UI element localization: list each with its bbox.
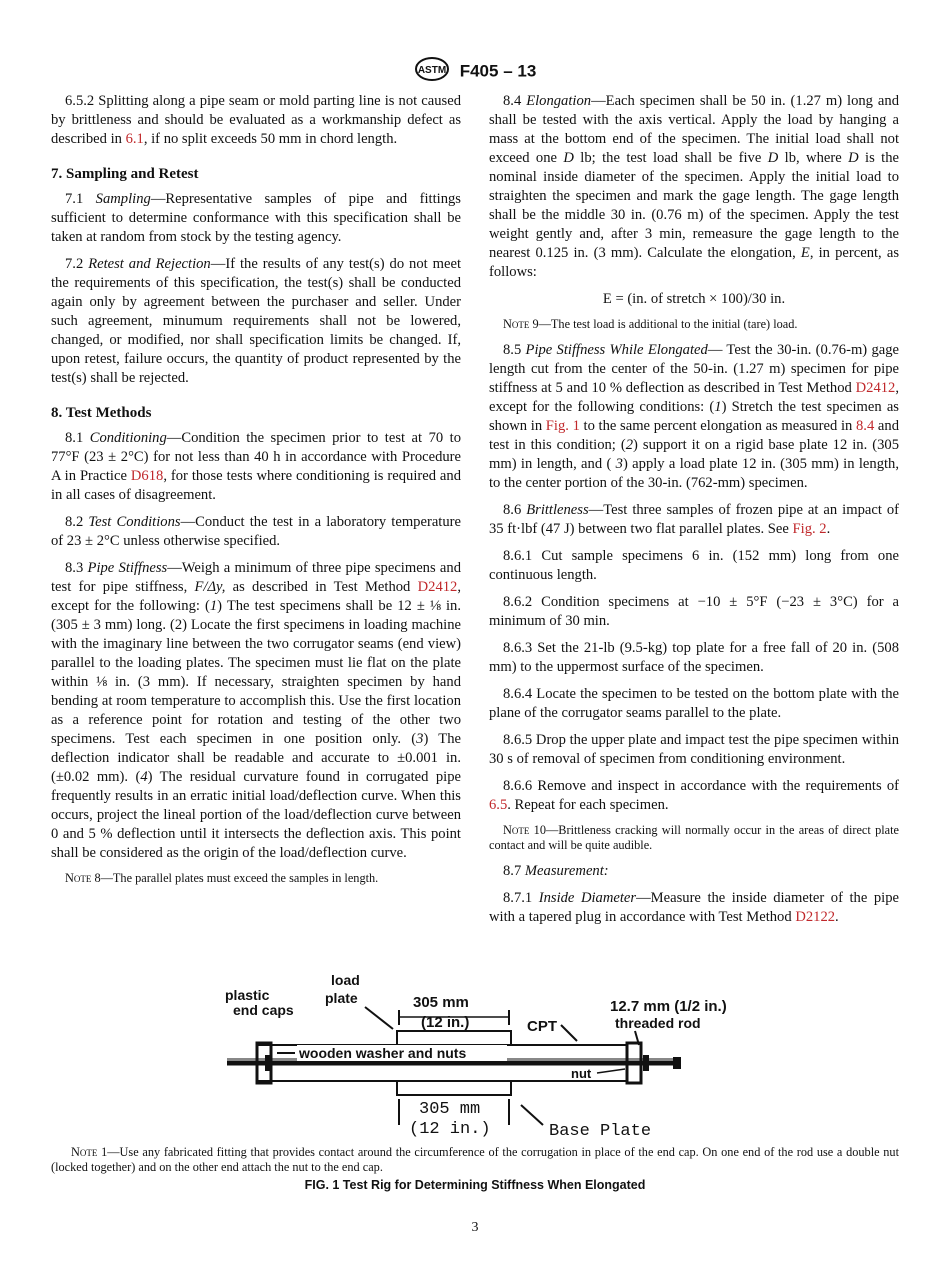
astm-logo-icon [414, 56, 450, 87]
test-rig-diagram [215, 965, 735, 1145]
label-end-caps-1: plastic [225, 987, 270, 1003]
label-washer: wooden washer and nuts [299, 1045, 467, 1061]
para-8-3: 8.3 Pipe Stiffness—Weigh a minimum of three pipe specimens and test for pipe stiffness, F/Δy, as described in Test Method D2412, except for the following: (1) The test specimens shall be 12 ± ⅛ in. (305 ± 3 mm) long. (2) Locate the first specimens in loading machine with the imaginary line between the two corrugator seams (end view) parallel to the loading plates. The specimen must lie flat on the plate within ⅛ in. (3 mm). If necessary, straighten specimen by hand bending at room temperature to accomplish this. Use the first location as a reference point for rotation and testing of the other two specimens. Test each specimen in one position only. (3) The deflection indicator shall be readable and accurate to ±0.001 in. (±0.02 mm). (4) The residual curvature found in corrugated pipe frequently results in an erratic initial load/deflection curve. When this occurs, project the lineal portion of the load/deflection curve between 0 and 5 % deflection until it intersects the deflection axis. This point shall be considered as the origin of the load/deflection curve. [51, 560, 462, 861]
load-plate [397, 1031, 511, 1045]
label-nut: nut [571, 1066, 592, 1081]
figure-caption: FIG. 1 Test Rig for Determining Stiffness When Elongated [304, 1178, 646, 1192]
para-7-2: 7.2 Retest and Rejection—If the results of any test(s) do not meet the requirements of this specification, the test(s) shall be conducted again only by agreement between the purchaser and seller. Under such agreement, minumum requirements shall not be lowered, changed, or modified, nor shall specification limits be changed. If, upon retest, failure occurs, the quantity of product represented by the test(s) shall be rejected. [51, 256, 462, 386]
para-8-4: 8.4 Elongation—Each specimen shall be 50 in. (1.27 m) long and shall be tested with the axis vertical. Apply the load by hanging a mass at the bottom end of the specimen. The initial load shall not exceed one D lb; the test load shall be five D lb, where D is the nominal inside diameter of the specimen. Apply the initial load to straighten the specimen and mark the gage length. The gage length shall be the middle 30 in. (0.76 m) of the specimen. Apply the test weight gently and, after 3 min, remeasure the gage length to the nearest 0.125 in. (3 mm). Calculate the elongation, E, in percent, as follows: [489, 93, 899, 280]
para-8-2: 8.2 Test Conditions—Conduct the test in a laboratory temperature of 23 ± 2°C unless otherwise specified. [51, 514, 461, 549]
link-d618[interactable]: D618 [130, 468, 164, 484]
label-top-dim-2: (12 in.) [421, 1014, 470, 1031]
label-rod-1: 12.7 mm (1/2 in.) [610, 998, 727, 1015]
label-base: Base Plate [549, 1122, 652, 1141]
elongation-equation: E = (in. of stretch × 100)/30 in. [602, 291, 786, 307]
link-d2412[interactable]: D2412 [417, 579, 458, 595]
link-8-4[interactable]: 8.4 [856, 418, 875, 434]
section-8-heading: 8. Test Methods [51, 405, 152, 421]
link-d2412-2[interactable]: D2412 [855, 380, 896, 396]
label-load-1: load [331, 972, 360, 988]
section-7-heading: 7. Sampling and Retest [51, 166, 199, 182]
note-9: Note 9—The test load is additional to the initial (tare) load. [503, 317, 798, 331]
nut-right [643, 1055, 649, 1071]
para-7-1: 7.1 Sampling—Representative samples of pipe and fittings sufficient to determine conformance with this specification shall be taken at random from stock by the testing agency. [51, 191, 461, 245]
para-8-6: 8.6 Brittleness—Test three samples of frozen pipe at an impact of 35 ft·lbf (47 J) between two flat parallel plates. See Fig. 2. [489, 502, 899, 537]
label-bottom-dim-1: 305 mm [419, 1100, 481, 1119]
base-plate [397, 1081, 511, 1095]
page-header [0, 56, 950, 87]
para-8-6-2: 8.6.2 Condition specimens at −10 ± 5°F (−23 ± 3°C) for a minimum of 30 min. [489, 594, 899, 629]
para-8-1: 8.1 Conditioning—Condition the specimen prior to test at 70 to 77°F (23 ± 2°C) for not less than 40 h in accordance with Procedure A in Practice D618, for those tests where conditioning is required and in all cases of disagreement. [51, 430, 462, 503]
figure-note-1: Note 1—Use any fabricated fitting that provides contact around the circumference of the corrugation in place of the end cap. On one end of the rod use a double nut (locked together) and on the other end attach the nut to the end cap. [51, 1145, 899, 1174]
para-8-7: 8.7 Measurement: [503, 863, 609, 879]
link-fig-1[interactable]: Fig. 1 [545, 418, 580, 434]
standard-code: F405 – 13 [459, 61, 537, 81]
para-8-6-3: 8.6.3 Set the 21-lb (9.5-kg) top plate for a free fall of 20 in. (508 mm) to the uppermost surface of the specimen. [489, 640, 899, 675]
link-d2122[interactable]: D2122 [795, 909, 836, 925]
label-bottom-dim-2: (12 in.) [409, 1120, 491, 1139]
left-column [51, 92, 461, 895]
right-column [489, 92, 899, 935]
para-8-6-1: 8.6.1 Cut sample specimens 6 in. (152 mm) long from one continuous length. [489, 548, 899, 583]
label-top-dim-1: 305 mm [413, 994, 469, 1011]
figure-1-test-rig [215, 965, 735, 1145]
link-fig-2[interactable]: Fig. 2 [792, 521, 827, 537]
para-8-7-1: 8.7.1 Inside Diameter—Measure the inside diameter of the pipe with a tapered plug in accordance with Test Method D2122. [489, 890, 899, 925]
para-8-6-4: 8.6.4 Locate the specimen to be tested on the bottom plate with the plane of the corrugator seams parallel to the plate. [489, 686, 899, 721]
para-8-6-5: 8.6.5 Drop the upper plate and impact test the pipe specimen within 30 s of removal of specimen from conditioning environment. [489, 732, 899, 767]
label-rod-2: threaded rod [615, 1015, 701, 1031]
label-end-caps-2: end caps [233, 1002, 294, 1018]
para-6-5-2: 6.5.2 Splitting along a pipe seam or mold parting line is not caused by brittleness and should be evaluated as a workmanship defect as described in 6.1, if no split exceeds 50 mm in chord length. [51, 93, 461, 147]
page-number: 3 [471, 1220, 479, 1235]
label-load-2: plate [325, 990, 358, 1006]
para-8-6-6: 8.6.6 Remove and inspect in accordance with the requirements of 6.5. Repeat for each specimen. [489, 778, 899, 813]
nut-end [673, 1057, 681, 1069]
note-8: Note 8—The parallel plates must exceed the samples in length. [65, 871, 379, 885]
link-6-1[interactable]: 6.1 [125, 131, 144, 147]
label-cpt: CPT [527, 1018, 557, 1035]
nut-left [265, 1055, 271, 1071]
para-8-5: 8.5 Pipe Stiffness While Elongated— Test the 30-in. (0.76-m) gage length cut from the center of the 50-in. (1.27 m) specimen for pipe stiffness at 5 and 10 % deflection as described in Test Method D2412, except for the following conditions: (1) Stretch the test specimen as shown in Fig. 1 to the same percent elongation as measured in 8.4 and test in this condition; (2) support it on a rigid base plate 12 in. (305 mm) in length, and ( 3) apply a load plate 12 in. (305 mm) in length, to the center portion of the 30-in. (762-mm) specimen. [489, 342, 899, 491]
link-6-5[interactable]: 6.5 [489, 797, 508, 813]
note-10: Note 10—Brittleness cracking will normally occur in the areas of direct plate contact and will be quite audible. [489, 823, 900, 852]
logo-text: ASTM [417, 65, 446, 76]
